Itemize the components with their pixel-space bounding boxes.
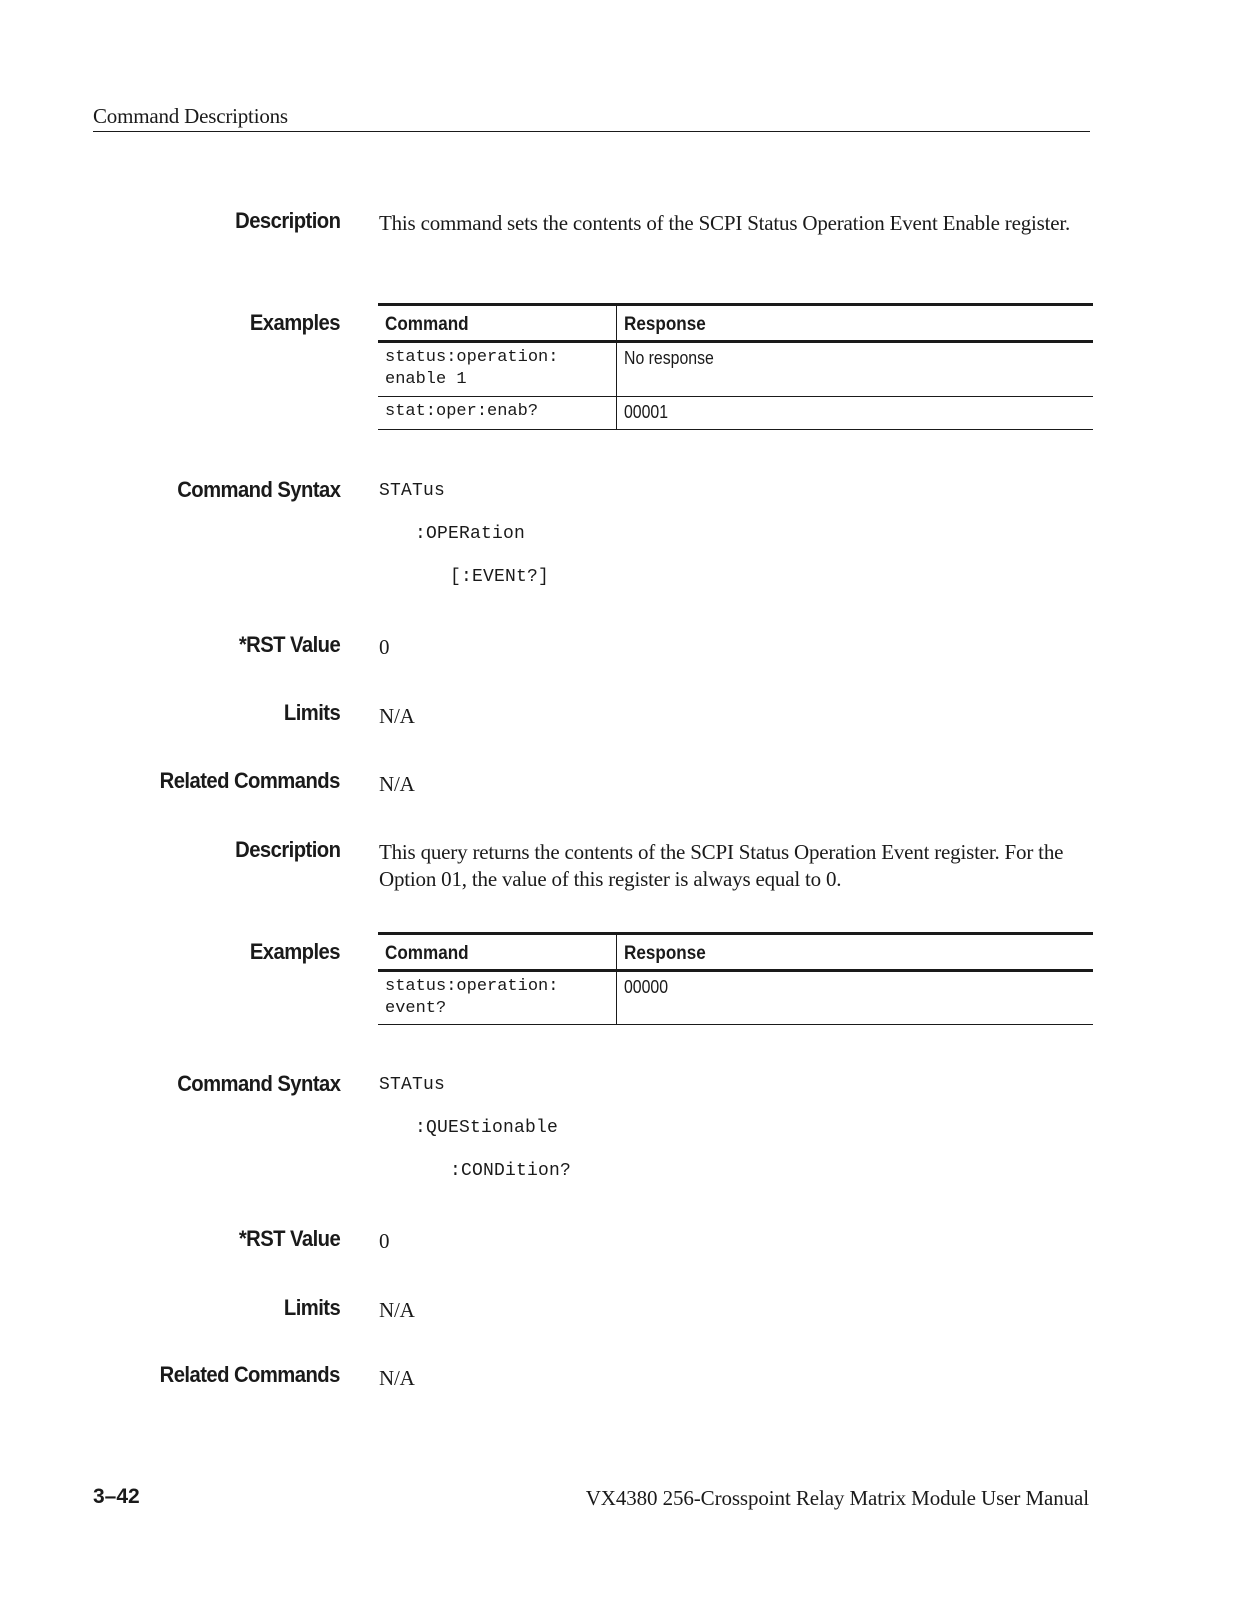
command-syntax-label: Command Syntax <box>176 1071 340 1096</box>
rst-value-label: *RST Value <box>238 632 340 657</box>
description-label: Description <box>234 208 340 233</box>
column-header-command: Command <box>378 305 617 342</box>
description-text: This command sets the contents of the SCPI Status Operation Event Enable register. <box>379 211 1071 235</box>
table-row <box>378 971 1093 1025</box>
syntax-line-1: STATus <box>379 481 446 501</box>
table-header-row <box>378 934 1093 971</box>
response-cell: 00000 <box>617 971 1094 1025</box>
command-cell: stat:oper:enab? <box>378 397 617 430</box>
syntax-line-3: :CONDition? <box>450 1161 572 1181</box>
rst-value: 0 <box>379 1229 390 1253</box>
running-head: Command Descriptions <box>93 104 288 128</box>
syntax-line-1: STATus <box>379 1075 446 1095</box>
examples-label: Examples <box>249 310 340 335</box>
description-label: Description <box>234 837 340 862</box>
syntax-line-2: :OPERation <box>415 524 526 544</box>
related-commands-value: N/A <box>379 772 415 796</box>
related-commands-value: N/A <box>379 1366 415 1390</box>
examples-table <box>378 932 1093 1025</box>
column-header-command: Command <box>378 934 617 971</box>
column-header-response: Response <box>617 305 1094 342</box>
examples-table <box>378 303 1093 430</box>
rst-value: 0 <box>379 635 390 659</box>
limits-value: N/A <box>379 1298 415 1322</box>
column-header-response: Response <box>617 934 1094 971</box>
command-syntax-label: Command Syntax <box>176 477 340 502</box>
limits-value: N/A <box>379 704 415 728</box>
related-commands-label: Related Commands <box>159 1362 340 1387</box>
description-text: This query returns the contents of the SCPI Status Operation Event register. For the Option 01, the value of this register is always equal to 0. <box>379 840 1064 891</box>
response-cell: 00001 <box>617 397 1094 430</box>
limits-label: Limits <box>283 1295 340 1320</box>
command-cell: status:operation: event? <box>378 971 617 1025</box>
header-rule <box>93 131 1090 132</box>
rst-value-label: *RST Value <box>238 1226 340 1251</box>
table-row <box>378 342 1093 397</box>
syntax-line-3: [:EVENt?] <box>450 567 550 587</box>
table-row <box>378 397 1093 430</box>
table-header-row <box>378 305 1093 342</box>
manual-title: VX4380 256-Crosspoint Relay Matrix Module User Manual <box>585 1486 1089 1510</box>
page-number: 3–42 <box>93 1485 140 1508</box>
syntax-line-2: :QUEStionable <box>415 1118 559 1138</box>
command-cell: status:operation: enable 1 <box>378 342 617 397</box>
examples-label: Examples <box>249 939 340 964</box>
related-commands-label: Related Commands <box>159 768 340 793</box>
response-cell: No response <box>617 342 1094 397</box>
limits-label: Limits <box>283 700 340 725</box>
